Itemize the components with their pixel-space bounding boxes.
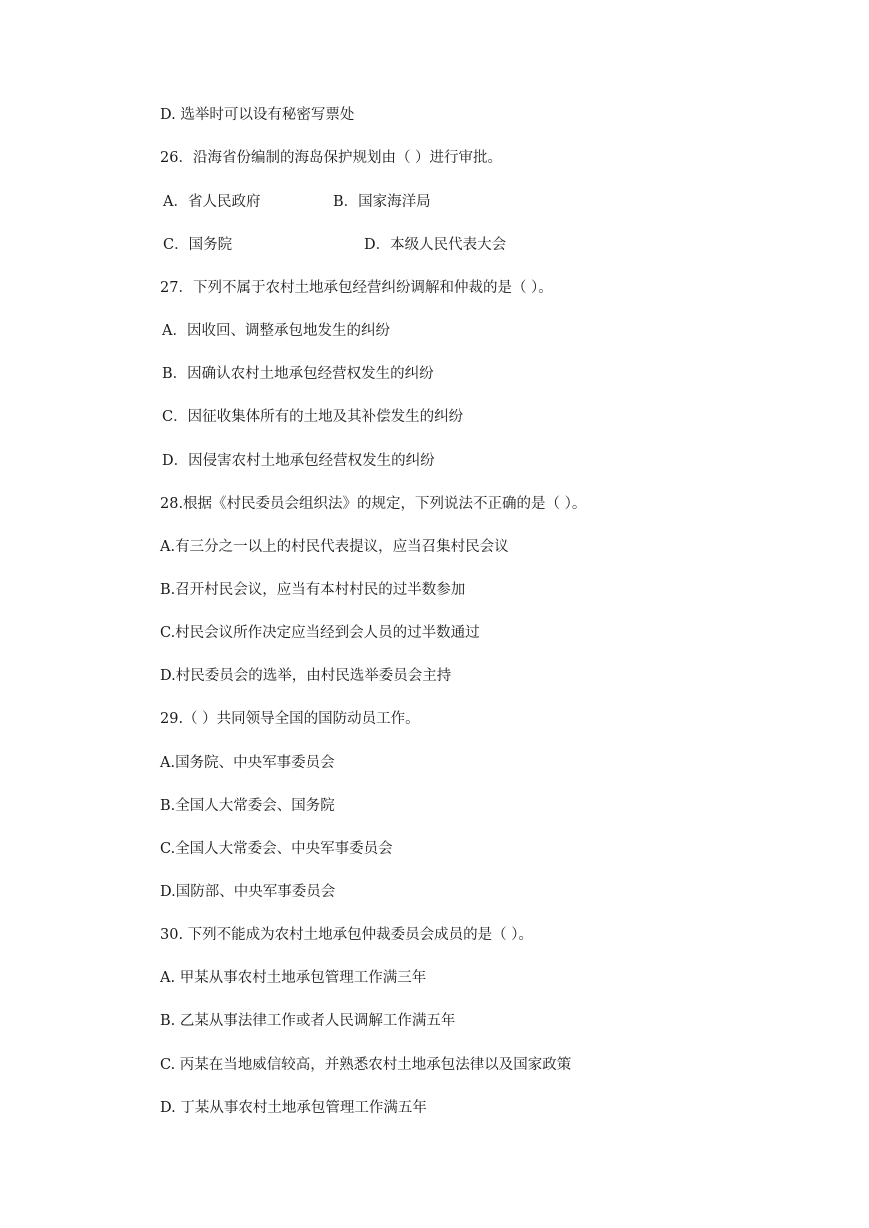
q28-option-c: C.村民会议所作决定应当经到会人员的过半数通过 (160, 625, 480, 641)
q26-option-c: C．国务院 (163, 237, 233, 253)
q29-option-b: B.全国人大常委会、国务院 (160, 798, 335, 814)
q30-option-b: B. 乙某从事法律工作或者人民调解工作满五年 (160, 1013, 456, 1029)
q26-stem: 26．沿海省份编制的海岛保护规划由（ ）进行审批。 (160, 150, 503, 166)
q27-option-a: A．因收回、调整承包地发生的纠纷 (162, 323, 390, 339)
q30-option-d: D. 丁某从事农村土地承包管理工作满五年 (160, 1100, 427, 1116)
q26-option-a: A．省人民政府 (163, 194, 261, 210)
q27-option-d: D．因侵害农村土地承包经营权发生的纠纷 (162, 453, 435, 469)
q27-option-c: C．因征收集体所有的土地及其补偿发生的纠纷 (162, 409, 464, 425)
q29-stem: 29.（ ）共同领导全国的国防动员工作。 (160, 711, 420, 727)
q29-option-c: C.全国人大常委会、中央军事委员会 (160, 841, 393, 857)
q28-option-d: D.村民委员会的选举，由村民选举委员会主持 (160, 668, 452, 684)
q28-option-a: A.有三分之一以上的村民代表提议，应当召集村民会议 (160, 539, 509, 555)
q30-option-a: A. 甲某从事农村土地承包管理工作满三年 (160, 970, 427, 986)
q29-option-d: D.国防部、中央军事委员会 (160, 884, 336, 900)
q30-stem: 30. 下列不能成为农村土地承包仲裁委员会成员的是（ ）。 (160, 927, 534, 943)
q26-option-b: B．国家海洋局 (333, 194, 431, 210)
q28-option-b: B.召开村民会议，应当有本村村民的过半数参加 (160, 582, 466, 598)
q25-option-d: D. 选举时可以设有秘密写票处 (160, 107, 355, 123)
q27-option-b: B．因确认农村土地承包经营权发生的纠纷 (162, 366, 434, 382)
q30-option-c: C. 丙某在当地威信较高，并熟悉农村土地承包法律以及国家政策 (160, 1057, 572, 1073)
q26-option-d: D．本级人民代表大会 (364, 237, 507, 253)
q27-stem: 27．下列不属于农村土地承包经营纠纷调解和仲裁的是（ ）。 (160, 280, 553, 296)
q28-stem: 28.根据《村民委员会组织法》的规定，下列说法不正确的是（ ）。 (160, 496, 587, 512)
q29-option-a: A.国务院、中央军事委员会 (160, 755, 335, 771)
